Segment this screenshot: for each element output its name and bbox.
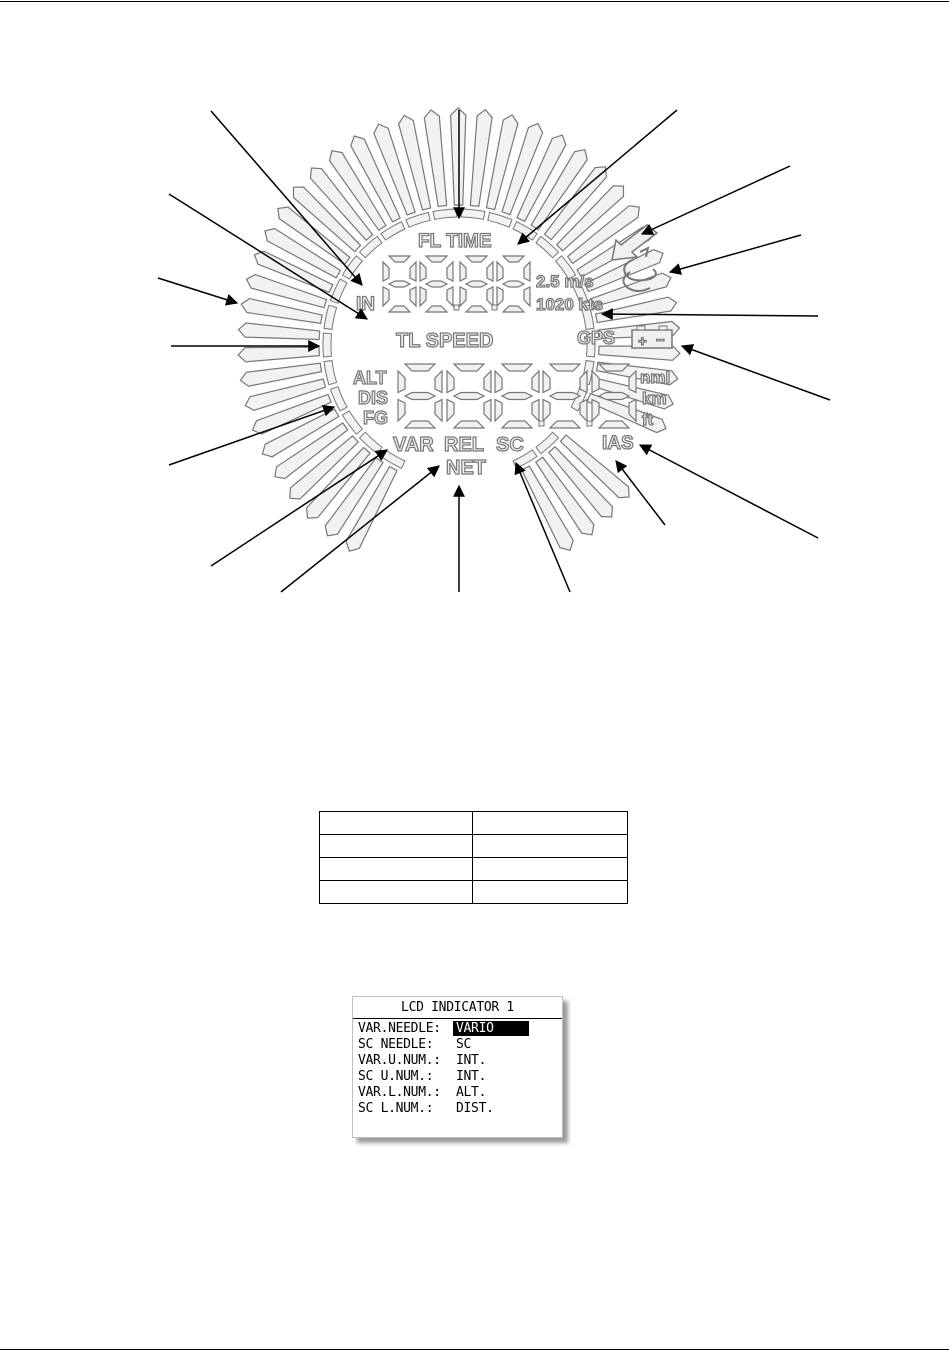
needle-segment — [238, 347, 319, 362]
sc-label: SC — [496, 434, 524, 456]
upper-seven-segment-display — [383, 256, 530, 312]
digit-segment — [466, 306, 487, 312]
menu-title: LCD INDICATOR 1 — [401, 1000, 514, 1015]
digit-segment — [502, 421, 532, 428]
callout-arrow — [642, 166, 790, 234]
callout-arrow — [670, 235, 801, 272]
decimal-point — [454, 305, 459, 310]
digit-segment — [420, 287, 426, 306]
digit-segment — [405, 393, 435, 400]
digit-segment — [497, 287, 503, 306]
table-cell — [473, 835, 628, 858]
menu-item[interactable] — [358, 1037, 474, 1053]
menu-item-label: VAR.L.NUM.: — [358, 1085, 441, 1100]
menu-item[interactable] — [358, 1053, 489, 1069]
net-label: NET — [446, 457, 486, 479]
var-label: VAR — [393, 434, 434, 456]
digit-segment — [447, 400, 454, 422]
battery-minus: − — [656, 332, 665, 349]
arc-segment — [323, 333, 332, 357]
menu-item[interactable] — [358, 1101, 497, 1117]
decimal-point — [587, 421, 592, 426]
battery-plus: + — [638, 333, 647, 350]
menu-item[interactable] — [358, 1085, 489, 1101]
digit-segment — [550, 421, 580, 428]
digit-segment — [484, 371, 491, 393]
lower-seven-segment-display — [398, 364, 636, 428]
digit-segment — [410, 287, 416, 306]
fg-label: FG — [363, 408, 388, 428]
digit-segment — [503, 306, 524, 312]
table-cell — [473, 812, 628, 835]
digit-segment — [484, 400, 491, 422]
digit-segment — [454, 393, 484, 400]
digit-segment — [410, 262, 416, 281]
digit-segment — [389, 281, 410, 287]
battery-icon — [632, 326, 672, 350]
settings-table — [319, 811, 628, 904]
fl-time-label: FL TIME — [418, 231, 492, 252]
digit-segment — [599, 421, 629, 428]
digit-segment — [447, 371, 454, 393]
digit-segment — [466, 256, 487, 262]
digit-segment — [383, 262, 389, 281]
digit-segment — [389, 256, 410, 262]
digit-segment — [495, 371, 502, 393]
lcd-indicator-menu — [352, 996, 563, 1138]
menu-item-label: SC U.NUM.: — [358, 1069, 434, 1084]
arc-segment — [324, 305, 337, 329]
menu-item-value[interactable]: SC — [456, 1037, 472, 1052]
arc-segment — [461, 209, 485, 219]
table-cell — [320, 812, 473, 835]
digit-segment — [580, 400, 587, 422]
table-row — [320, 858, 628, 881]
menu-item[interactable] — [358, 1069, 489, 1085]
digit-segment — [503, 256, 524, 262]
digit-segment — [524, 262, 530, 281]
callout-arrow — [640, 445, 818, 538]
digit-segment — [398, 371, 405, 393]
rel-label: REL — [444, 434, 484, 456]
callout-arrow — [158, 278, 237, 303]
table-cell — [473, 881, 628, 904]
dis-label: DIS — [358, 388, 389, 408]
menu-item-value[interactable]: ALT. — [456, 1085, 487, 1100]
needle-segment — [451, 108, 466, 205]
table-row — [320, 812, 628, 835]
digit-segment — [503, 281, 524, 287]
menu-item-value[interactable]: DIST. — [456, 1101, 494, 1116]
digit-segment — [487, 262, 493, 281]
table-cell — [473, 858, 628, 881]
digit-segment — [460, 262, 466, 281]
digit-segment — [383, 287, 389, 306]
digit-segment — [426, 306, 447, 312]
km-unit: km — [642, 389, 667, 408]
digit-segment — [532, 400, 539, 422]
speed-unit-kts: 1020 kts — [536, 295, 604, 314]
footer-rule — [0, 1349, 949, 1350]
digit-segment — [599, 393, 629, 400]
digit-segment — [420, 262, 426, 281]
table-row — [320, 835, 628, 858]
speed-unit-ms: 2.5 m/s — [536, 272, 594, 291]
needle-segment — [239, 323, 320, 340]
digit-segment — [405, 421, 435, 428]
digit-segment — [426, 256, 447, 262]
table-cell — [320, 881, 473, 904]
digit-segment — [524, 287, 530, 306]
in-label: IN — [356, 294, 375, 315]
ias-label: IAS — [602, 433, 634, 454]
digit-segment — [389, 306, 410, 312]
arc-segment — [360, 236, 383, 257]
menu-item-value[interactable]: INT. — [456, 1069, 487, 1084]
digit-segment — [495, 400, 502, 422]
digit-segment — [532, 371, 539, 393]
digit-segment — [543, 371, 550, 393]
menu-item-label: VAR.NEEDLE: — [358, 1021, 441, 1036]
digit-segment — [460, 287, 466, 306]
digit-segment — [435, 400, 442, 422]
digit-segment — [454, 364, 484, 371]
digit-segment — [405, 364, 435, 371]
digit-segment — [426, 281, 447, 287]
menu-item-label: VAR.U.NUM.: — [358, 1053, 441, 1068]
digit-segment — [580, 371, 587, 393]
table-cell — [320, 858, 473, 881]
digit-segment — [543, 400, 550, 422]
menu-item-value[interactable]: INT. — [456, 1053, 487, 1068]
decimal-point — [539, 421, 544, 426]
digit-segment — [398, 400, 405, 422]
menu-item[interactable] — [358, 1021, 529, 1037]
alt-label: ALT — [353, 368, 387, 388]
digit-segment — [447, 287, 453, 306]
menu-item-value[interactable]: VARIO — [453, 1021, 529, 1036]
digit-segment — [592, 371, 599, 393]
table-row — [320, 881, 628, 904]
lcd-display-figure — [0, 0, 949, 640]
table-cell — [320, 835, 473, 858]
callout-arrow — [682, 346, 830, 400]
tl-speed-label: TL SPEED — [396, 330, 494, 352]
arc-segment — [536, 236, 559, 257]
arc-segment — [324, 361, 337, 385]
arc-segment — [330, 279, 347, 303]
ft-unit: ft — [642, 410, 654, 429]
digit-segment — [466, 281, 487, 287]
digit-segment — [592, 400, 599, 422]
digit-segment — [487, 287, 493, 306]
digit-segment — [550, 364, 580, 371]
arc-segment — [433, 209, 457, 219]
nml-unit: nml — [640, 368, 671, 387]
digit-segment — [497, 262, 503, 281]
decimal-point — [492, 305, 497, 310]
menu-item-label: SC NEEDLE: — [358, 1037, 434, 1052]
menu-item-label: SC L.NUM.: — [358, 1101, 434, 1116]
digit-segment — [454, 421, 484, 428]
digit-segment — [502, 364, 532, 371]
digit-segment — [447, 262, 453, 281]
digit-segment — [502, 393, 532, 400]
digit-segment — [435, 371, 442, 393]
gps-label: GPS — [577, 328, 616, 348]
digit-segment — [550, 393, 580, 400]
menu-title-divider — [353, 1018, 562, 1019]
